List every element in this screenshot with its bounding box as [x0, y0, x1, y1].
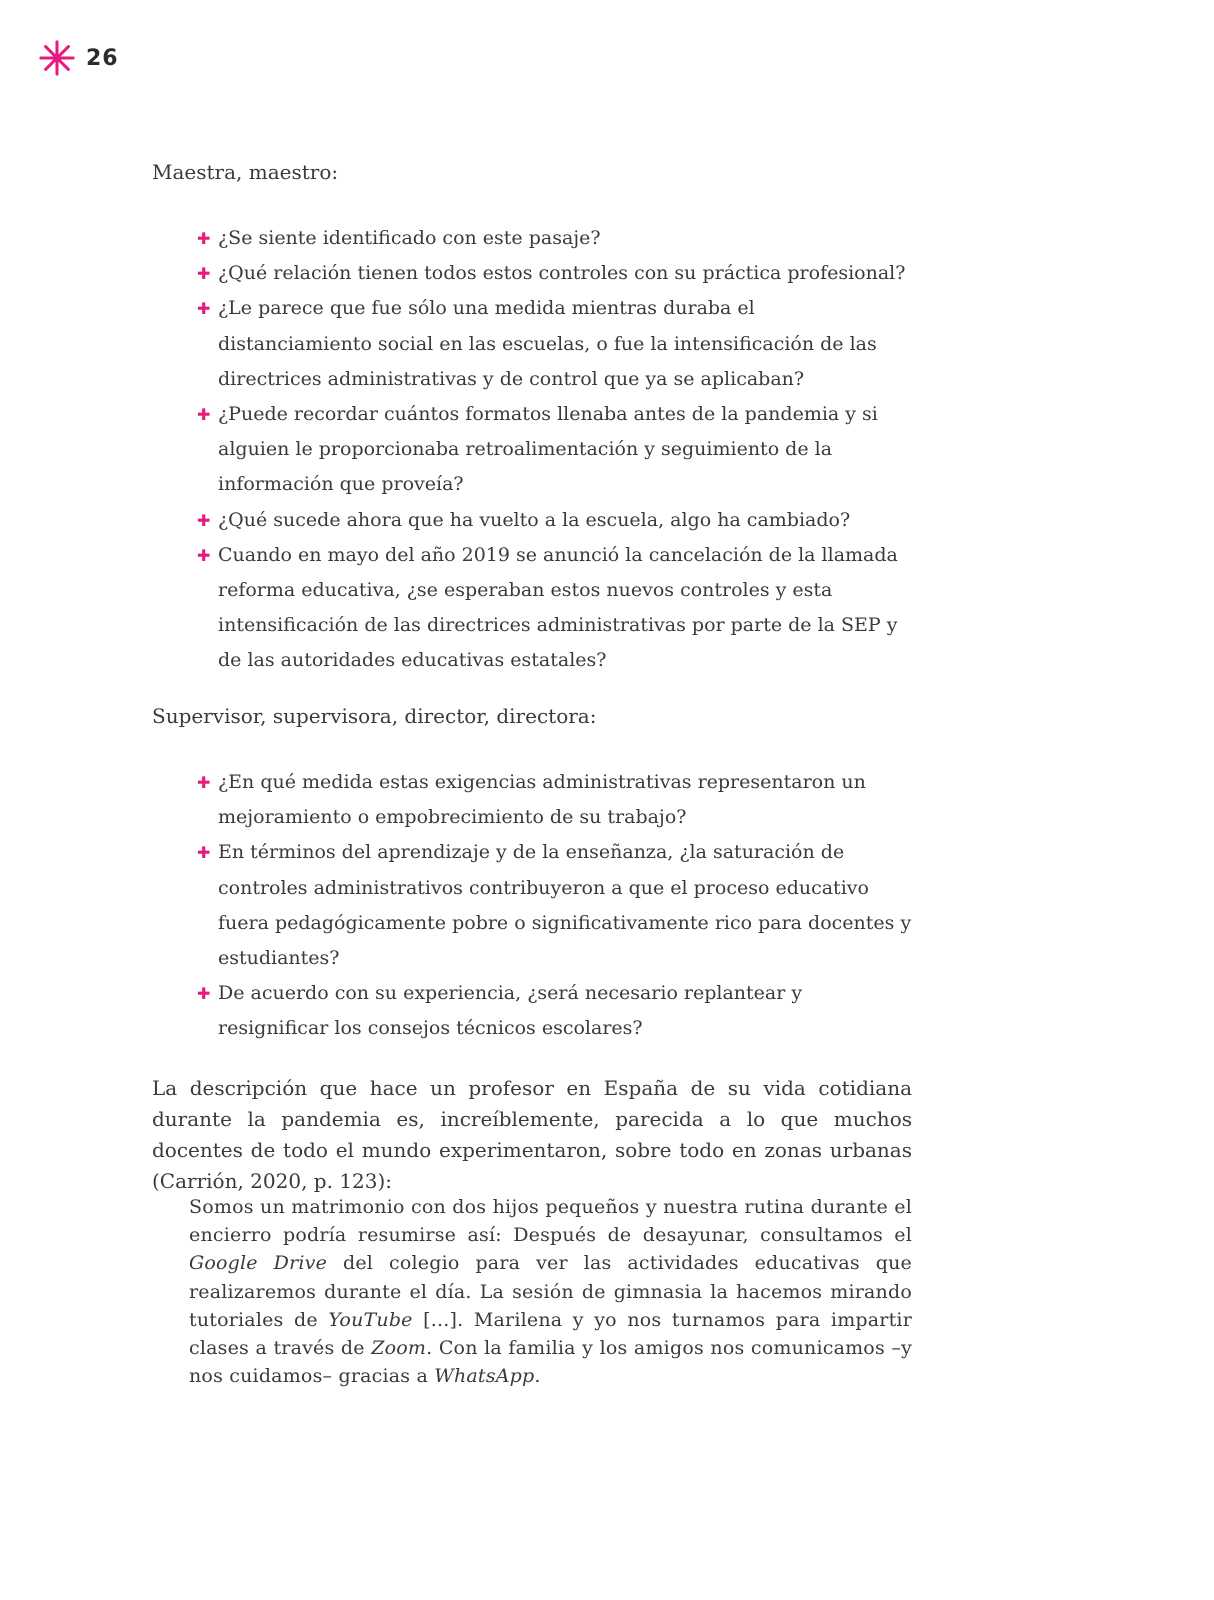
section-heading-supervisors: Supervisor, supervisora, director, directora:: [152, 704, 597, 728]
list-item: ✚ ¿En qué medida estas exigencias administrativas representaron un mejoramiento o empobrecimiento de su trabajo?: [196, 765, 912, 835]
bullet-cross-icon: ✚: [197, 843, 211, 863]
list-item: ✚ ¿Puede recordar cuántos formatos llenaba antes de la pandemia y si alguien le proporcionaba retroalimentación y seguimiento de la información que proveía?: [196, 397, 912, 503]
list-item: ✚ ¿Le parece que fue sólo una medida mientras duraba el distanciamiento social en las escuelas, o fue la intensificación de las directrices administrativas y de control que ya se aplicaban?: [196, 291, 912, 397]
list-item: ✚ ¿Qué relación tienen todos estos controles con su práctica profesional?: [196, 256, 912, 291]
list-item: ✚ ¿Se siente identificado con este pasaje?: [196, 221, 912, 256]
list-item: ✚ De acuerdo con su experiencia, ¿será necesario replantear y resignificar los consejos técnicos escolares?: [196, 976, 912, 1046]
bullet-cross-icon: ✚: [197, 545, 211, 565]
block-quote: [152, 1193, 912, 1390]
list-item: ✚ Cuando en mayo del año 2019 se anunció la cancelación de la llamada reforma educativa, ¿se esperaban estos nuevos controles y esta intensificación de las directrices administrativas por parte de la SEP y de las autoridades educativas estatales?: [196, 538, 912, 679]
teachers-section: [152, 158, 912, 679]
asterisk-icon: [38, 39, 76, 77]
supervisors-question-list: [152, 765, 912, 1047]
bullet-cross-icon: ✚: [197, 264, 211, 284]
bullet-cross-icon: ✚: [197, 773, 211, 792]
bullet-cross-icon: ✚: [197, 984, 211, 1004]
quote-text: Somos un matrimonio con dos hijos pequeños y nuestra rutina durante el encierro podría resumirse así: Después de desayunar, consultamos el Google Drive del colegio para ver las actividades educativas que realizaremos durante el día. La sesión de gimnasia la hacemos mirando tutoriales de YouTube [...]. Marilena y yo nos turnamos para impartir clases a través de Zoom. Con la familia y los amigos nos comunicamos –y nos cuidamos– gracias a WhatsApp.: [189, 1196, 913, 1388]
section-heading-teachers: Maestra, maestro:: [152, 160, 339, 184]
body-paragraph: La descripción que hace un profesor en España de su vida cotidiana durante la pandemia es, increíblemente, parecida a lo que muchos docentes de todo el mundo experimentaron, sobre todo en zonas urbanas (Carrión, 2020, p. 123):: [152, 1076, 912, 1193]
page-header: [38, 38, 119, 78]
teachers-question-list: [152, 221, 912, 679]
list-item: ✚ ¿Qué sucede ahora que ha vuelto a la escuela, algo ha cambiado?: [196, 503, 912, 538]
supervisors-section: [152, 702, 912, 1047]
bullet-cross-icon: ✚: [197, 510, 211, 530]
body-paragraph-block: [152, 1073, 912, 1197]
list-item: ✚ En términos del aprendizaje y de la enseñanza, ¿la saturación de controles administrativos contribuyeron a que el proceso educativo fuera pedagógicamente pobre o significativamente rico para docentes y estudiantes?: [196, 835, 912, 976]
bullet-cross-icon: ✚: [197, 405, 211, 425]
bullet-cross-icon: ✚: [197, 299, 211, 319]
page-number: 26: [86, 45, 119, 71]
bullet-cross-icon: ✚: [197, 229, 211, 248]
